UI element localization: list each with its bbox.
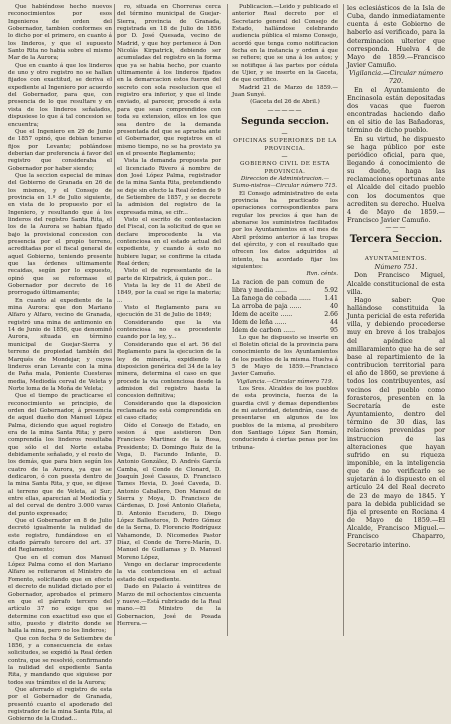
price-table [232,279,338,335]
paragraph: Que en el comun dos Manuel López Palma como el don Mariano Alfaro se reiteraron el Ministro de Fomento, solicitando que en efecto el decreto de nulidad dictado por el Gobernador, aprobados el primero en que el párrafo tercero del artículo 37 no exige que se determine con exactitud eso que el sitio, puesto y distrito donde se halla la mina, pero no los linderos; [8,554,112,635]
column-rule [343,4,344,636]
paragraph: Que aferrado el registro de esta por el Gobernador de Granada, presentó cuanto el apoderado del registrador de la mina Santa Rita, al Gobierno de la Ciudad... [8,686,112,723]
divider: — [281,129,289,137]
paragraph: Que la seccion especial de minas del Gobierno de Granada en 26 de los mismos, y el Consejo de provincia en 1.º de Julio siguiente, en vista de lo propuesto por el Ingeniero, y resultando que á los linderos del registro Santa Rita, el los de la Aurora se habian fijado bajo la provisional concesion con presencia por el propio terreno, acreditadas por el fiscal general de aquel Gobierno, teniendo presente que las órdenes ultimamente recaidas, según por lo expuesto, opinó que se reformase el Gobernador por decreto de 16 prorrogado últimamente; [8,172,112,297]
table-row [232,303,338,311]
divider: ——— [385,224,407,232]
divider: — [281,152,289,160]
section-heading: Segunda seccion. [241,116,329,127]
units-label: Rvn. cénts. [306,271,338,278]
table-cell: Idem de carbon ...... [232,326,296,334]
paragraph: En cuanto al expediente de la mina Aurora: que don Mariano Alfaro y Alfaro, vecino de Granada, registró una mina de antimonio en 14 de Junio de 1856, que denominó Aurora, situada en término municipal de Guejar-Sierra y terreno de propiedad también del Marqués de Mondejar, y cuyos linderos eran Levante con la mina de Paña mala, Poniente Cuesteras media, Mediodía cerval de Veleta y Norte loma de la Moña de Veleta; [8,297,112,392]
paragraph: En el Ayuntamiento de Encinasola están depositadas dos vacas que fueron encontradas haciendo daño en el sitio de las Bañadoras, término de dicho pueblo. [347,85,445,135]
table-cell: La fanega de cebada ...... [232,294,311,302]
column-rule [114,4,115,636]
table-cell: Idem de aceite ...... [232,310,293,318]
table-row [232,319,338,327]
column-3 [232,4,338,640]
paragraph: Visto el escrito de contestacion del Fiscal, con la solicitud de que se declare improcedente la via contenciosa en el estado actual del expediente, y cuando á esto no hubiere lugar, se confirme la citada Real órden; [117,216,221,268]
paragraph: Visto el Reglamento para su ejecución de 31 de Julio de 1849; [117,305,221,319]
table-row [232,327,338,335]
circular-ref: Direccion de Administracion.—Sumo-nistros—Circular número 715. [232,175,338,190]
circular-ref: Vigilancia.—Circular número 719. [236,378,334,385]
column-rule [227,4,228,636]
table-cell: La racion de pan comun de libra y media ...... [232,278,325,294]
paragraph: Que en cuanto á que los linderos de uno y otro registro no se hallan fijados con exactitud, se deriva el expediente al Ingeniero por acuerdo del Gobernador, para que, con presencia de lo que resultare y en vista de los linderos señalados, dispusiese lo que á tal concesion se encuentra; [8,62,112,128]
paragraph: El Consejo administrativo de esta provincia ha practicado los operaciones correspondientes para regular los precios á que han de abonarse los suministros facilitados por los Ayuntamientos en el mes de Abril próximo anterior á las tropas del ejército, y con el resultado que ofrecen los datos adquiridos al intento, ha acordado fijar los siguientes: [232,190,338,270]
paragraph: Considerando que el art. 56 del Reglamento para la ejecucion de la ley de minería, expidiendo la disposicion genérica del 34 de la ley minera, determina el caso en que procede la via contenciosa desde la admision del registro hasta la concesion definitiva; [117,341,221,400]
notice-number: Número 751. [374,263,418,272]
section-heading: Tercera Seccion. [349,234,443,246]
paragraph: Que habiéndose hecho nuevos reconocimientos por esos Ingenieros de orden del Gobernador, tambien conformes en lo dicho por el primero, en cuanto á los linderos, y que el supuesto Santo Rita no habia sobre el mismo Mar de la Aurora; [8,4,112,62]
paragraph: Vista la ley de 11 de Abril de 1849, por la cual se rige la materia; ... [117,283,221,304]
signature-line: Madrid 21 de Marzo de 1859.—Juan Sunyé. [232,84,338,99]
paragraph: Los Sres. Alcaldes de los pueblos de esta provincia, fuerza de la guardia civil y demas dependientes de mi autoridad, detendrán, caso de presentarse en algunos de los pueblos de la misma, al presbítero don Santiago López San Román, conduciendo á ciertas penas por los tribuna- [232,386,338,451]
paragraph: Vista la demanda propuesta por el licenciado Rivero á nombre de don José López Palma, registrador de la mina Santa Rita, pretendiendo se deje sin efecto la Real órden de 9 de Setiembre de 1857, y se decrete la admision del registro de la expresada mina, se cifr... [117,158,221,216]
column-1 [8,4,112,723]
subheading: GOBIERNO CIVIL DE ESTA PROVINCIA. [240,160,330,175]
table-cell: 1.41 [324,294,338,302]
divider: ————— [267,106,303,114]
table-cell: La arroba de paja ...... [232,302,302,310]
paragraph: Que con fecha 9 de Setiembre de 1856, y a consecuencia de estas solicitudes, se expidió la Real órden contra, que se resolvió, confirmando la nulidad del expediente Santa Rita, y mandando que siguiese por todos sus trámites el de la Aurora; [8,635,112,686]
divider: — [392,248,400,256]
table-cell: 95 [330,326,338,334]
table-cell: 5.92 [324,286,338,294]
paragraph: Vengo en declarar improcedente la via contenciosa en el actual estado del expediente. [117,562,221,583]
paragraph: Hago saber: Que hallándose constituida la Junta pericial de esta referida villa, y debiendo procederse muy en breve á los trabajos del apéndice al amillaramiento que ha de ser base al repartimiento de la contribucion territorial para el año de 1860, se previene á todos los contribuyentes, así vecinos del pueblo como forasteros, presenten en la Secretaría de este Ayuntamiento, dentro del término de 30 dias, las relaciones prevenidas por instruccion de las alteraciones que hayan sufrido en su riqueza imponible, en la inteligencia que de no verificarlo se sujetarán á lo dispuesto en el artículo 24 del Real decreto de 23 de mayo de 1845. Y para la debida publicidad se fija el presente en Rociana 4 de Mayo de 1859.—El Alcalde, Francisco Miguel.—Francisco Chaparro, Secretario interino. [347,295,445,549]
paragraph: Oído el Consejo de Estado, en sesion á que asistieron Don Francisco Martinez de la Rosa, Presidente; D. Domingo Ruiz de la Vega, D. Facundo Infante, D. Antonio González, D. Andrés García Camba, el Conde de Clonard, D. Joaquín José Casaus, D. Francisco Tames Hevia, D. José Caveda, D. Antonio Caballero, Don Manuel de Sierra y Moya, D. Francisco de Cárdenas, D. José Antonio Olañeta, D. Antonio Escudero, D. Diego López Ballesteros, D. Pedro Gómez de la Serna, D. Florencio Rodríguez Vahamonde, D. Nicomedes Pastor Díaz, el Conde de Torre-Marín, D. Manuel de Guillamas y D. Manuel Moreno López, [117,422,221,561]
table-cell: 40 [330,302,338,310]
column-2 [117,4,221,640]
paragraph: Que el Ingeniero en 29 de Junio de 1857 opinó, que debian tenerse fijos por Levante; poblándose deberian dar preferencia á favor del registro que consideraba el Gobernador por haber siendo; [8,128,112,172]
paragraph: Don Francisco Miguel, Alcalde constitucional de esta villa. [347,271,445,296]
subheading: OFICINAS SUPERIORES DE LA PROVINCIA. [233,137,337,152]
paragraph: Considerando que la via contenciosa no es procedente cuando por la ley, y... [117,319,221,341]
gazette-reference: (Gaceta del 26 de Abril.) [250,99,320,106]
table-row [232,279,338,295]
column-4 [347,4,445,640]
subheading: AYUNTAMIENTOS. [364,256,428,263]
table-cell: 44 [330,318,338,326]
paragraph: Dado en Palacio á veintitres de Marzo de mil ochocientos cincuenta y nueve.—Está rubricado de la Real mano.—El Ministro de la Gobernacion, José de Posada Herrera.— [117,584,221,627]
table-cell: Idem de leña ...... [232,318,287,326]
paragraph: Lo que he dispuesto se inserte en el Boletin oficial de la provincia para conocimiento de los Ayuntamientos de los pueblos de la misma. Huelva á 5 de Mayo de 1859.—Francisco Javier Camuño. [232,334,338,378]
table-row [232,295,338,303]
paragraph: Que el Gobernador en 8 de Julio decretó igualmente la nulidad de este registro, fundándose en el citado párrafo tercero del art. 37 del Reglamento; [8,518,112,554]
paragraph: En su virtud, he dispuesto se haga público por este periódico oficial, para que, llegando á conocimiento de su dueño, haga las reclamaciones oportunas ante el Alcalde del citado pueblo con los documentos que acrediten su derecho. Huelva 4 de Mayo de 1859.—Francisco Javier Camuño. [347,134,445,225]
paragraph: les eclesiásticos de la Isla de Cuba, dando inmediatamente cuenta á este Gobierno de haberlo así verificado, para la determinacion ulterior que corresponda. Huelva 4 de Mayo de 1859.—Francisco Javier Camuño. [347,4,445,70]
paragraph: Visto el de representante de la parte de Kirpatrick, á quien por... [117,268,221,282]
table-row [232,311,338,319]
paragraph: Que el tiempo de practicarse el reconocimiento se principio, de orden del Gobernador, á presencia de aquel dueño don Manuel López Palma, diciendo que aquel registro era de la mina Santa Rita; y pero comprendía los linderos resultaba que sólo el del Norte estaba debidamente señalado, y el resto de los demás, que para bien según los cuatro de la Aurora, ya que se dedicaron, ó con puesta dentro de la mina Santa Rita, y que, se dijese al terreno que de Veleta, al Sur; entre ellas, aparecian al Mediodía y al del cerval de dentro 3.000 varas del punto expresado; [8,393,112,517]
paragraph: ro, situada en Chorreras cerca del término municipal de Guejar-Sierra, provincia de Granada, registrada en 18 de Julio de 1856 por D. José Quesada, vecino de Madrid, y que hoy pertenece á Don Nicolás Kirpatrick, debiendo ser acumuladas del registro en la forma que ya se habia hecho, por cuanto ultimamente á los linderos fijados en la demarcacion estos fueron del secreto con sola resolucion que el registro era inferior, y que el linde enviado, al parecer, procede á esta para que sean comprendidos con toda su extension, ellos en los que sea dentro de la demanda presentada del que se aprueba ante el Gobernador, que registros en el mismo tiempo, no se ha provisto ya en el presente Reglamento; [117,4,221,157]
circular-ref: Vigilancia.—Circular número 720. [348,69,444,86]
paragraph: Considerando que la disposicion reclamada no está comprendida en el caso citado; [117,400,221,422]
table-cell: 2.66 [324,310,338,318]
paragraph: Publicacion.—Leido y publicado el anterior Real decreto por el Secretario general del Consejo de Estado, hallándose celebrando audiencia pública el mismo Consejo, acordó que tenga como notificacion fecha en la instancia y orden á que se refiere; que se una á los autos; y se notifique á las partes por cédula de Ujier, y se inserte en la Gaceta, de que certifico. [232,4,338,84]
